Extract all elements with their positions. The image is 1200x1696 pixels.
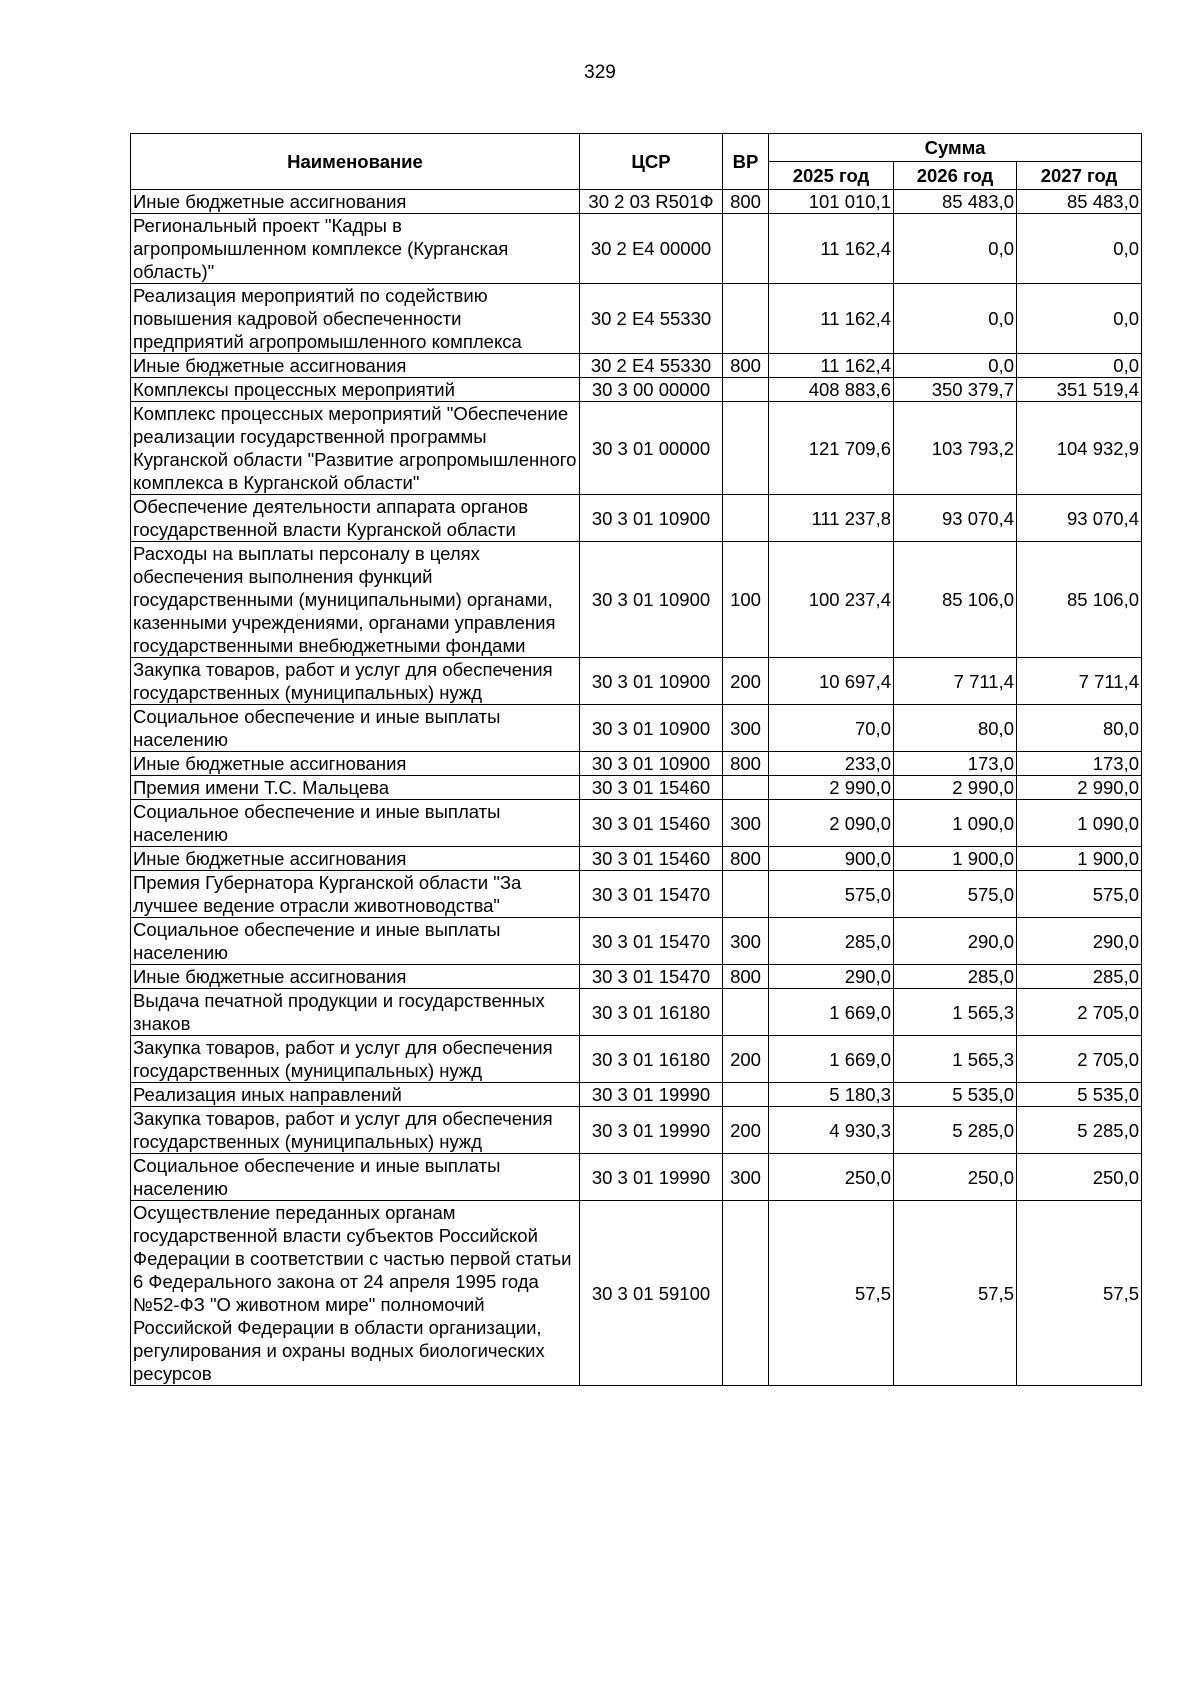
row-vr: 300 [723,705,769,752]
row-value-2027: 1 900,0 [1017,847,1142,871]
header-name: Наименование [131,134,580,190]
row-csr: 30 3 01 16180 [580,989,723,1036]
row-csr: 30 2 Е4 55330 [580,354,723,378]
row-csr: 30 3 01 10900 [580,542,723,658]
row-value-2025: 11 162,4 [769,214,894,284]
row-csr: 30 3 01 10900 [580,658,723,705]
row-name: Социальное обеспечение и иные выплаты населению [131,1154,580,1201]
row-vr: 200 [723,1036,769,1083]
table-row [131,402,1142,495]
row-name: Осуществление переданных органам государственной власти субъектов Российской Федерации в соответствии с частью первой статьи 6 Федерального закона от 24 апреля 1995 года №52-ФЗ "О животном мире" полномочий Российской Федерации в области организации, регулирования и охраны водных биологических ресурсов [131,1201,580,1386]
table-row [131,989,1142,1036]
header-year-2025: 2025 год [769,162,894,190]
row-value-2027: 0,0 [1017,284,1142,354]
row-csr: 30 2 Е4 55330 [580,284,723,354]
row-value-2026: 1 900,0 [894,847,1017,871]
row-value-2026: 0,0 [894,354,1017,378]
row-value-2027: 2 990,0 [1017,776,1142,800]
row-value-2026: 5 535,0 [894,1083,1017,1107]
row-csr: 30 3 00 00000 [580,378,723,402]
row-value-2026: 173,0 [894,752,1017,776]
row-csr: 30 3 01 00000 [580,402,723,495]
row-name: Иные бюджетные ассигнования [131,847,580,871]
table-row [131,847,1142,871]
row-value-2027: 351 519,4 [1017,378,1142,402]
table-row [131,214,1142,284]
row-vr [723,284,769,354]
row-csr: 30 3 01 15460 [580,776,723,800]
row-name: Региональный проект "Кадры в агропромышленном комплексе (Курганская область)" [131,214,580,284]
row-value-2027: 57,5 [1017,1201,1142,1386]
row-vr [723,989,769,1036]
row-csr: 30 3 01 15460 [580,847,723,871]
row-vr: 800 [723,847,769,871]
row-csr: 30 3 01 15470 [580,871,723,918]
row-csr: 30 3 01 19990 [580,1083,723,1107]
table-row [131,284,1142,354]
row-name: Иные бюджетные ассигнования [131,354,580,378]
row-name: Социальное обеспечение и иные выплаты населению [131,918,580,965]
row-value-2025: 5 180,3 [769,1083,894,1107]
row-name: Комплекс процессных мероприятий "Обеспечение реализации государственной программы Курганской области "Развитие агропромышленного комплекса в Курганской области" [131,402,580,495]
row-csr: 30 2 Е4 00000 [580,214,723,284]
table-row [131,1036,1142,1083]
row-value-2025: 250,0 [769,1154,894,1201]
row-name: Закупка товаров, работ и услуг для обеспечения государственных (муниципальных) нужд [131,1036,580,1083]
row-vr: 200 [723,658,769,705]
row-value-2026: 0,0 [894,284,1017,354]
row-value-2025: 100 237,4 [769,542,894,658]
row-value-2026: 5 285,0 [894,1107,1017,1154]
table-row [131,918,1142,965]
row-vr [723,495,769,542]
row-value-2025: 290,0 [769,965,894,989]
row-csr: 30 3 01 15460 [580,800,723,847]
row-name: Закупка товаров, работ и услуг для обеспечения государственных (муниципальных) нужд [131,658,580,705]
row-vr: 300 [723,800,769,847]
row-vr [723,214,769,284]
row-value-2026: 2 990,0 [894,776,1017,800]
row-vr: 200 [723,1107,769,1154]
row-name: Иные бюджетные ассигнования [131,965,580,989]
row-value-2025: 900,0 [769,847,894,871]
row-vr: 800 [723,354,769,378]
row-csr: 30 3 01 16180 [580,1036,723,1083]
row-value-2027: 290,0 [1017,918,1142,965]
row-name: Обеспечение деятельности аппарата органов государственной власти Курганской области [131,495,580,542]
row-csr: 30 3 01 19990 [580,1107,723,1154]
table-row [131,378,1142,402]
row-vr: 800 [723,965,769,989]
table-row [131,495,1142,542]
row-vr: 800 [723,190,769,214]
row-vr: 100 [723,542,769,658]
row-value-2025: 11 162,4 [769,354,894,378]
row-value-2027: 575,0 [1017,871,1142,918]
table-row [131,658,1142,705]
table-row [131,1083,1142,1107]
header-year-2026: 2026 год [894,162,1017,190]
row-name: Расходы на выплаты персоналу в целях обеспечения выполнения функций государственными (муниципальными) органами, казенными учреждениями, органами управления государственными внебюджетными фондами [131,542,580,658]
table-row [131,705,1142,752]
row-value-2027: 2 705,0 [1017,1036,1142,1083]
row-value-2026: 93 070,4 [894,495,1017,542]
row-value-2027: 173,0 [1017,752,1142,776]
row-value-2027: 0,0 [1017,354,1142,378]
table-body [131,190,1142,1386]
row-vr: 300 [723,1154,769,1201]
header-year-2027: 2027 год [1017,162,1142,190]
row-name: Выдача печатной продукции и государственных знаков [131,989,580,1036]
row-value-2025: 2 990,0 [769,776,894,800]
row-value-2025: 408 883,6 [769,378,894,402]
row-value-2026: 285,0 [894,965,1017,989]
row-name: Иные бюджетные ассигнования [131,752,580,776]
row-value-2025: 70,0 [769,705,894,752]
row-name: Реализация иных направлений [131,1083,580,1107]
row-value-2025: 2 090,0 [769,800,894,847]
row-value-2026: 0,0 [894,214,1017,284]
row-value-2027: 5 535,0 [1017,1083,1142,1107]
table-header-row [131,134,1142,162]
row-value-2027: 93 070,4 [1017,495,1142,542]
row-csr: 30 3 01 15470 [580,965,723,989]
row-value-2027: 250,0 [1017,1154,1142,1201]
row-csr: 30 3 01 59100 [580,1201,723,1386]
budget-table [130,133,1142,1386]
row-value-2026: 575,0 [894,871,1017,918]
row-name: Закупка товаров, работ и услуг для обеспечения государственных (муниципальных) нужд [131,1107,580,1154]
row-value-2026: 103 793,2 [894,402,1017,495]
row-name: Социальное обеспечение и иные выплаты населению [131,705,580,752]
page-number: 329 [584,62,616,83]
row-value-2026: 57,5 [894,1201,1017,1386]
row-value-2025: 121 709,6 [769,402,894,495]
row-value-2025: 101 010,1 [769,190,894,214]
row-value-2026: 250,0 [894,1154,1017,1201]
row-csr: 30 3 01 19990 [580,1154,723,1201]
row-value-2026: 350 379,7 [894,378,1017,402]
row-value-2026: 1 565,3 [894,1036,1017,1083]
row-value-2027: 0,0 [1017,214,1142,284]
row-vr [723,871,769,918]
row-value-2025: 11 162,4 [769,284,894,354]
row-value-2025: 233,0 [769,752,894,776]
row-name: Иные бюджетные ассигнования [131,190,580,214]
row-name: Премия Губернатора Курганской области "За лучшее ведение отрасли животноводства" [131,871,580,918]
header-vr: ВР [723,134,769,190]
row-value-2027: 285,0 [1017,965,1142,989]
table-row [131,354,1142,378]
row-value-2025: 10 697,4 [769,658,894,705]
row-csr: 30 3 01 10900 [580,705,723,752]
row-value-2025: 1 669,0 [769,989,894,1036]
row-vr [723,776,769,800]
row-value-2027: 5 285,0 [1017,1107,1142,1154]
row-value-2026: 7 711,4 [894,658,1017,705]
table-row [131,542,1142,658]
row-value-2026: 85 483,0 [894,190,1017,214]
table-row [131,965,1142,989]
row-vr [723,1201,769,1386]
row-value-2027: 2 705,0 [1017,989,1142,1036]
table-row [131,190,1142,214]
row-value-2025: 57,5 [769,1201,894,1386]
row-name: Реализация мероприятий по содействию повышения кадровой обеспеченности предприятий агропромышленного комплекса [131,284,580,354]
header-sum: Сумма [769,134,1142,162]
table-row [131,776,1142,800]
row-value-2025: 111 237,8 [769,495,894,542]
row-value-2027: 7 711,4 [1017,658,1142,705]
row-value-2025: 285,0 [769,918,894,965]
row-vr [723,1083,769,1107]
row-value-2026: 80,0 [894,705,1017,752]
table-row [131,1154,1142,1201]
row-name: Комплексы процессных мероприятий [131,378,580,402]
row-value-2025: 4 930,3 [769,1107,894,1154]
row-value-2027: 80,0 [1017,705,1142,752]
row-value-2027: 1 090,0 [1017,800,1142,847]
row-vr [723,378,769,402]
row-vr [723,402,769,495]
row-value-2026: 290,0 [894,918,1017,965]
table-row [131,1201,1142,1386]
row-csr: 30 2 03 R501Ф [580,190,723,214]
row-value-2025: 575,0 [769,871,894,918]
row-value-2026: 1 565,3 [894,989,1017,1036]
row-value-2027: 85 483,0 [1017,190,1142,214]
row-value-2027: 104 932,9 [1017,402,1142,495]
row-vr: 300 [723,918,769,965]
table-row [131,1107,1142,1154]
table-row [131,800,1142,847]
row-name: Социальное обеспечение и иные выплаты населению [131,800,580,847]
row-value-2026: 1 090,0 [894,800,1017,847]
row-value-2026: 85 106,0 [894,542,1017,658]
row-name: Премия имени Т.С. Мальцева [131,776,580,800]
table-row [131,752,1142,776]
row-vr: 800 [723,752,769,776]
row-csr: 30 3 01 10900 [580,752,723,776]
row-csr: 30 3 01 10900 [580,495,723,542]
table-row [131,871,1142,918]
header-csr: ЦСР [580,134,723,190]
row-value-2027: 85 106,0 [1017,542,1142,658]
row-value-2025: 1 669,0 [769,1036,894,1083]
row-csr: 30 3 01 15470 [580,918,723,965]
